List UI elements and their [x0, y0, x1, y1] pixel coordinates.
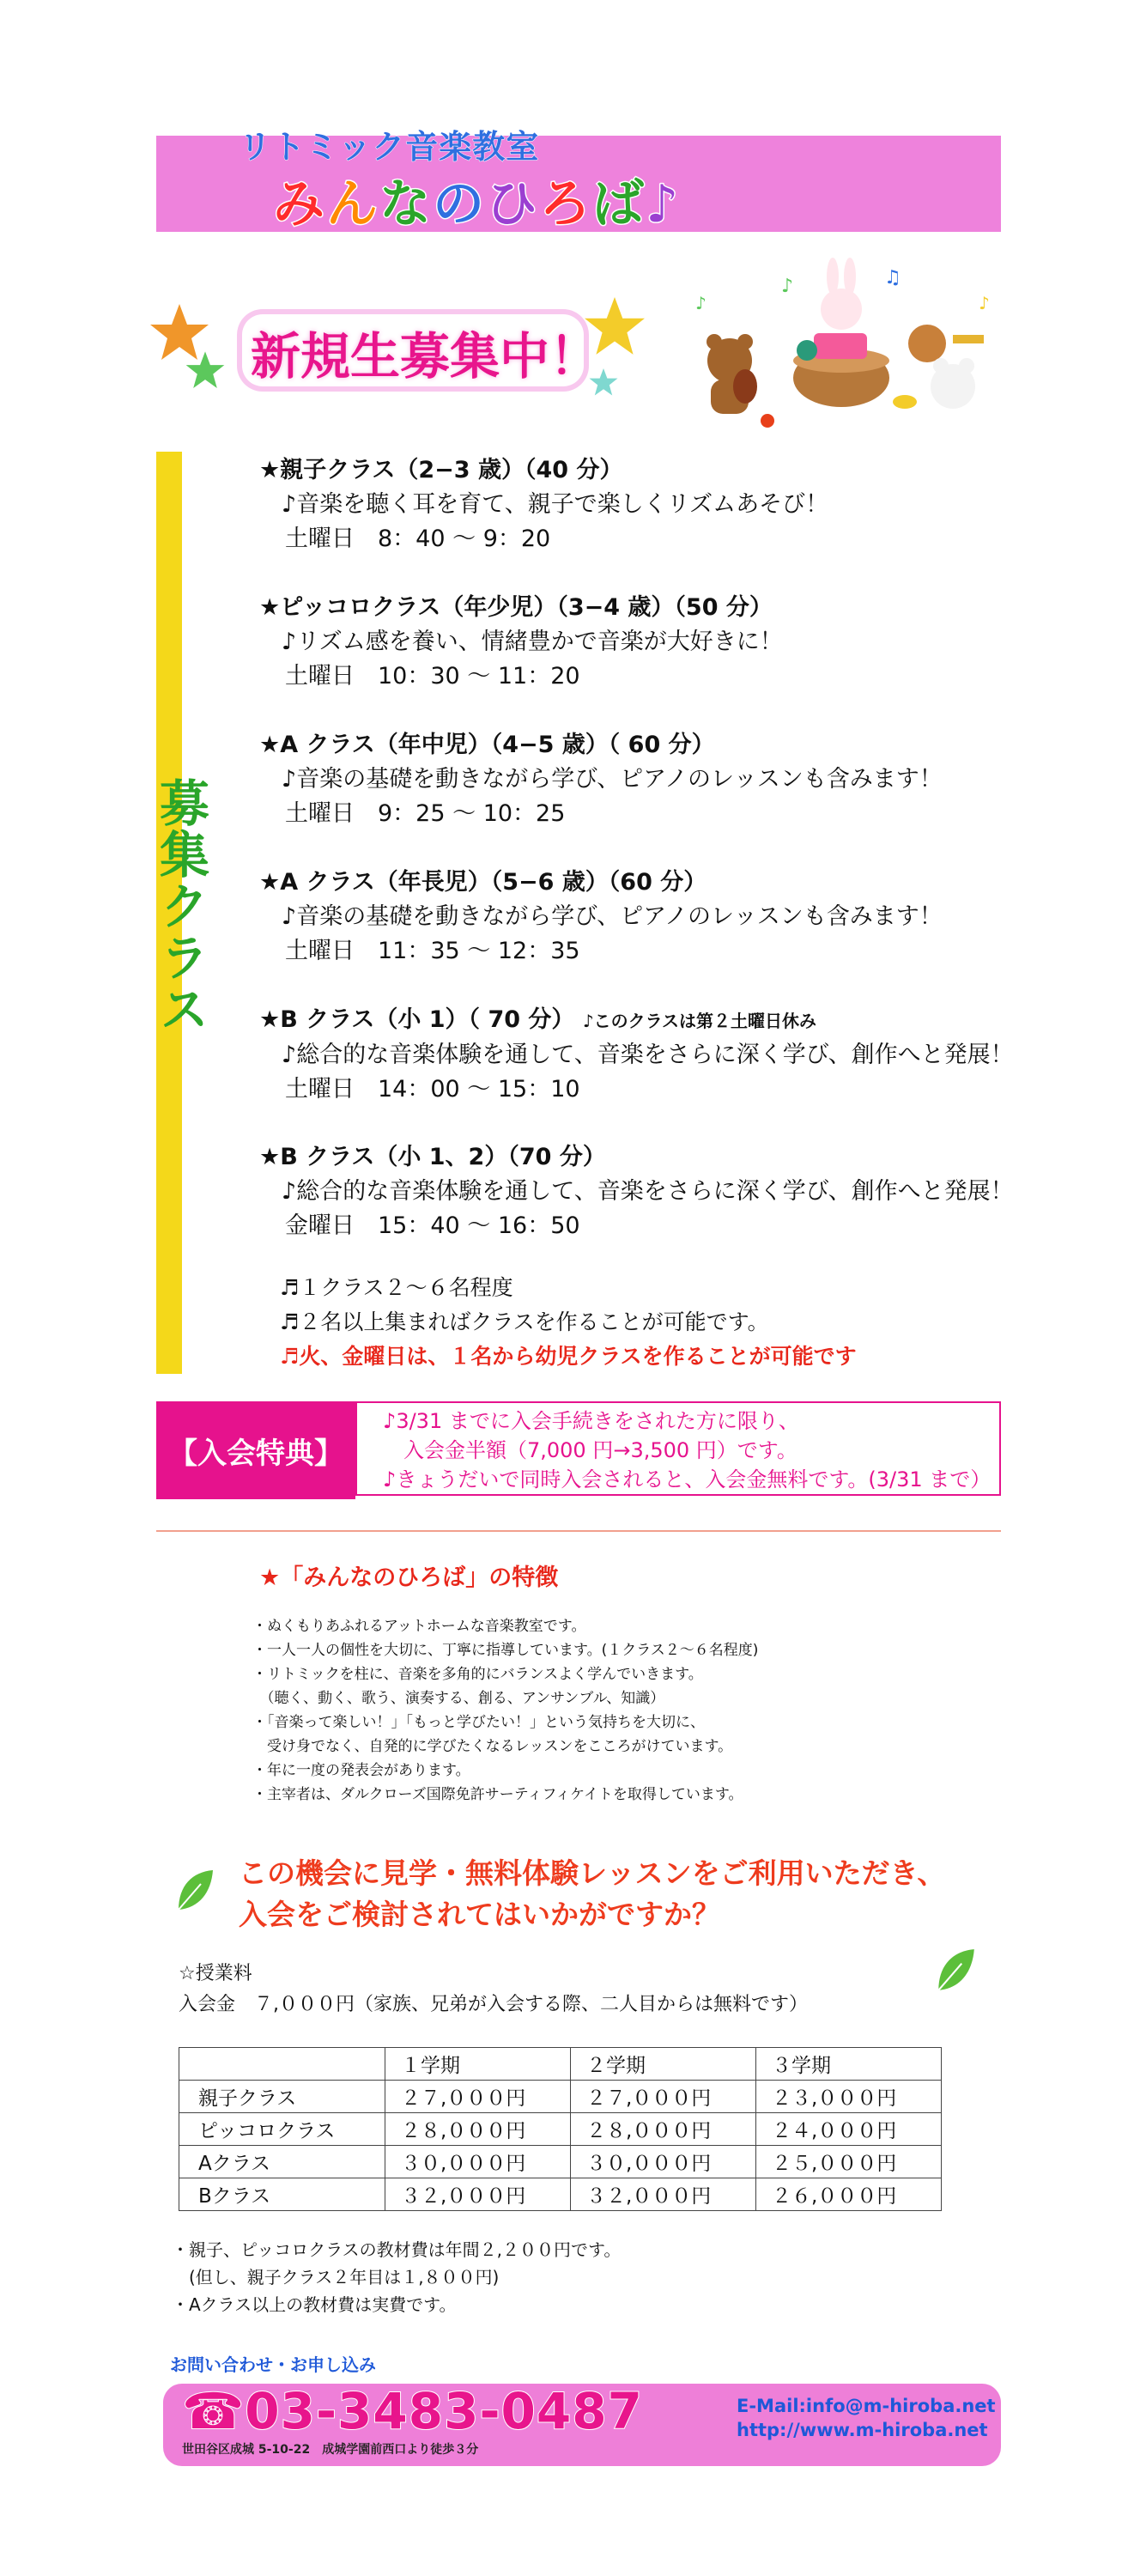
- privilege-line: ♪きょうだいで同時入会されると、入会金無料です。(3/31 まで）: [383, 1467, 992, 1492]
- class-item: [259, 453, 1015, 556]
- table-cell: ３０,０００円: [571, 2146, 756, 2178]
- class-description: ♪音楽を聴く耳を育て、親子で楽しくリズムあそび！: [282, 491, 829, 518]
- class-note: ♪このクラスは第２土曜日休み: [582, 1011, 817, 1031]
- class-title: ★A クラス（年中児）（4−5 歳）（ 60 分）: [259, 732, 715, 758]
- table-header-cell: ３学期: [756, 2048, 942, 2081]
- class-title: [259, 1003, 1015, 1038]
- privilege-line: ♪3/31 までに入会手続きをされた方に限り、: [383, 1409, 799, 1433]
- recruit-heading: 新規生募集中！: [251, 327, 600, 386]
- class-note-highlight: ♬火、金曜日は、１名から幼児クラスを作ることが可能です: [280, 1344, 857, 1369]
- material-note: ・親子、ピッコロクラスの教材費は年間２,２００円です。: [172, 2239, 622, 2260]
- svg-text:♪: ♪: [781, 276, 794, 297]
- feature-item: ・「音楽って楽しい！」「もっと学びたい！」という気持ちを大切に、: [252, 1714, 705, 1731]
- class-section-label: 募集クラス: [151, 777, 209, 1035]
- star-icon: [185, 350, 225, 390]
- privilege-line: 入会金半額（7,000 円→3,500 円）です。: [383, 1438, 797, 1462]
- feature-item: ・リトミックを柱に、音楽を多角的にバランスよく学んでいきます。: [252, 1666, 703, 1683]
- table-cell: ピッコロクラス: [179, 2113, 385, 2146]
- svg-text:♪: ♪: [979, 293, 990, 313]
- class-title: ★親子クラス（2−3 歳）（40 分）: [259, 457, 623, 483]
- leaf-icon: [175, 1868, 215, 1913]
- feature-item: ・主宰者は、ダルクローズ国際免許サーティフィケイトを取得しています。: [252, 1786, 743, 1803]
- table-cell: 親子クラス: [179, 2081, 385, 2113]
- class-item: [259, 866, 1015, 969]
- features-list: [252, 1614, 1025, 1807]
- privilege-label: 【入会特典】: [156, 1401, 355, 1499]
- class-schedule: 土曜日 11：35 〜 12：35: [285, 938, 580, 964]
- class-notes: [280, 1271, 857, 1374]
- feature-item: （聴く、動く、歌う、演奏する、創る、アンサンブル、知識）: [252, 1690, 665, 1707]
- svg-text:♪: ♪: [695, 293, 707, 313]
- table-row: [179, 2113, 942, 2146]
- table-cell: ３０,０００円: [385, 2146, 571, 2178]
- material-note: ・Aクラス以上の教材費は実費です。: [172, 2294, 457, 2315]
- class-item: [259, 1140, 1015, 1243]
- table-cell: ２３,０００円: [756, 2081, 942, 2113]
- class-note-line: ♬１クラス２〜６名程度: [280, 1275, 513, 1300]
- contact-label: お問い合わせ・お申し込み: [170, 2354, 376, 2375]
- class-item: [259, 591, 1015, 694]
- class-description: ♪総合的な音楽体験を通して、音楽をさらに深く学び、創作へと発展！: [282, 1042, 1014, 1068]
- table-row: [179, 2081, 942, 2113]
- title-char: ろ: [539, 174, 592, 234]
- class-note-line: ♬２名以上集まればクラスを作ることが可能です。: [280, 1309, 769, 1334]
- table-header-cell: ２学期: [571, 2048, 756, 2081]
- feature-item: ・年に一度の発表会があります。: [252, 1762, 470, 1779]
- phone-number[interactable]: ☎03-3483-0487: [182, 2382, 643, 2440]
- table-header-row: [179, 2048, 942, 2081]
- table-cell: ２８,０００円: [385, 2113, 571, 2146]
- invite-line: この機会に見学・無料体験レッスンをご利用いただき、: [239, 1856, 946, 1890]
- invite-message: [239, 1853, 945, 1935]
- leaf-icon: [934, 1947, 977, 1994]
- tuition-heading: ☆授業料: [179, 1963, 252, 1984]
- class-schedule: 土曜日 9：25 〜 10：25: [285, 800, 566, 827]
- material-notes: [172, 2236, 621, 2318]
- invite-line: 入会をご検討されてはいかがですか？: [239, 1898, 720, 1931]
- table-row: [179, 2178, 942, 2211]
- feature-item: 受け身でなく、自発的に学びたくなるレッスンをこころがけています。: [252, 1738, 733, 1755]
- class-title: ★B クラス（小 1、2）（70 分）: [259, 1144, 606, 1170]
- features-title: ★「みんなのひろば」の特徴: [259, 1564, 559, 1591]
- table-cell: ２６,０００円: [756, 2178, 942, 2211]
- class-item: [259, 728, 1015, 831]
- tuition-table: [179, 2047, 942, 2211]
- class-schedule: 土曜日 10：30 〜 11：20: [285, 663, 580, 690]
- website-link[interactable]: http://www.m-hiroba.net: [737, 2420, 988, 2440]
- table-header-cell: １学期: [385, 2048, 571, 2081]
- address: 世田谷区成城 5-10-22 成城学園前西口より徒歩３分: [182, 2443, 479, 2457]
- school-name: [273, 163, 680, 237]
- entry-fee: 入会金 ７,０００円（家族、兄弟が入会する際、二人目からは無料です）: [179, 1994, 808, 2015]
- class-schedule: 土曜日 8：40 〜 9：20: [285, 526, 551, 552]
- table-cell: Bクラス: [179, 2178, 385, 2211]
- title-char: み: [273, 174, 326, 234]
- table-cell: Aクラス: [179, 2146, 385, 2178]
- table-cell: ２７,０００円: [385, 2081, 571, 2113]
- table-cell: ２７,０００円: [571, 2081, 756, 2113]
- title-char: ん: [326, 174, 379, 234]
- table-cell: ２８,０００円: [571, 2113, 756, 2146]
- class-item: [259, 1003, 1015, 1107]
- feature-item: ・一人一人の個性を大切に、丁寧に指導しています。(１クラス２〜６名程度): [252, 1642, 759, 1659]
- table-header-cell: [179, 2048, 385, 2081]
- class-description: ♪音楽の基礎を動きながら学び、ピアノのレッスンも含みます！: [282, 903, 943, 930]
- table-cell: ３２,０００円: [385, 2178, 571, 2211]
- section-divider: [156, 1530, 1001, 1532]
- class-title: ★A クラス（年長児）（5−6 歳）（60 分）: [259, 869, 707, 896]
- table-row: [179, 2146, 942, 2178]
- class-description: ♪総合的な音楽体験を通して、音楽をさらに深く学び、創作へと発展！: [282, 1178, 1014, 1205]
- animal-band-illustration: [678, 258, 1004, 429]
- class-title: ★ピッコロクラス（年少児）（3−4 歳）（50 分）: [259, 594, 773, 621]
- table-cell: ３２,０００円: [571, 2178, 756, 2211]
- title-char: な: [379, 174, 433, 234]
- class-description: ♪リズム感を養い、情緒豊かで音楽が大好きに！: [282, 629, 783, 655]
- table-cell: ２４,０００円: [756, 2113, 942, 2146]
- title-char: ば: [592, 174, 646, 234]
- school-subtitle: リトミック音楽教室: [239, 128, 540, 166]
- feature-item: ・ぬくもりあふれるアットホームな音楽教室です。: [252, 1618, 586, 1635]
- privilege-box: [355, 1401, 1001, 1496]
- title-char: ♪: [646, 174, 681, 234]
- class-schedule: 土曜日 14：00 〜 15：10: [285, 1076, 580, 1103]
- material-note: (但し、親子クラス２年目は１,８００円): [172, 2267, 500, 2287]
- email-link[interactable]: E-Mail:info@m-hiroba.net: [737, 2396, 996, 2416]
- class-description: ♪音楽の基礎を動きながら学び、ピアノのレッスンも含みます！: [282, 766, 943, 793]
- class-schedule: 金曜日 15：40 〜 16：50: [285, 1212, 580, 1239]
- table-cell: ２５,０００円: [756, 2146, 942, 2178]
- class-title-text: ★B クラス（小 1）（ 70 分）: [259, 1006, 575, 1033]
- title-char: の: [433, 174, 486, 234]
- svg-text:♫: ♫: [884, 267, 901, 289]
- title-char: ひ: [486, 174, 539, 234]
